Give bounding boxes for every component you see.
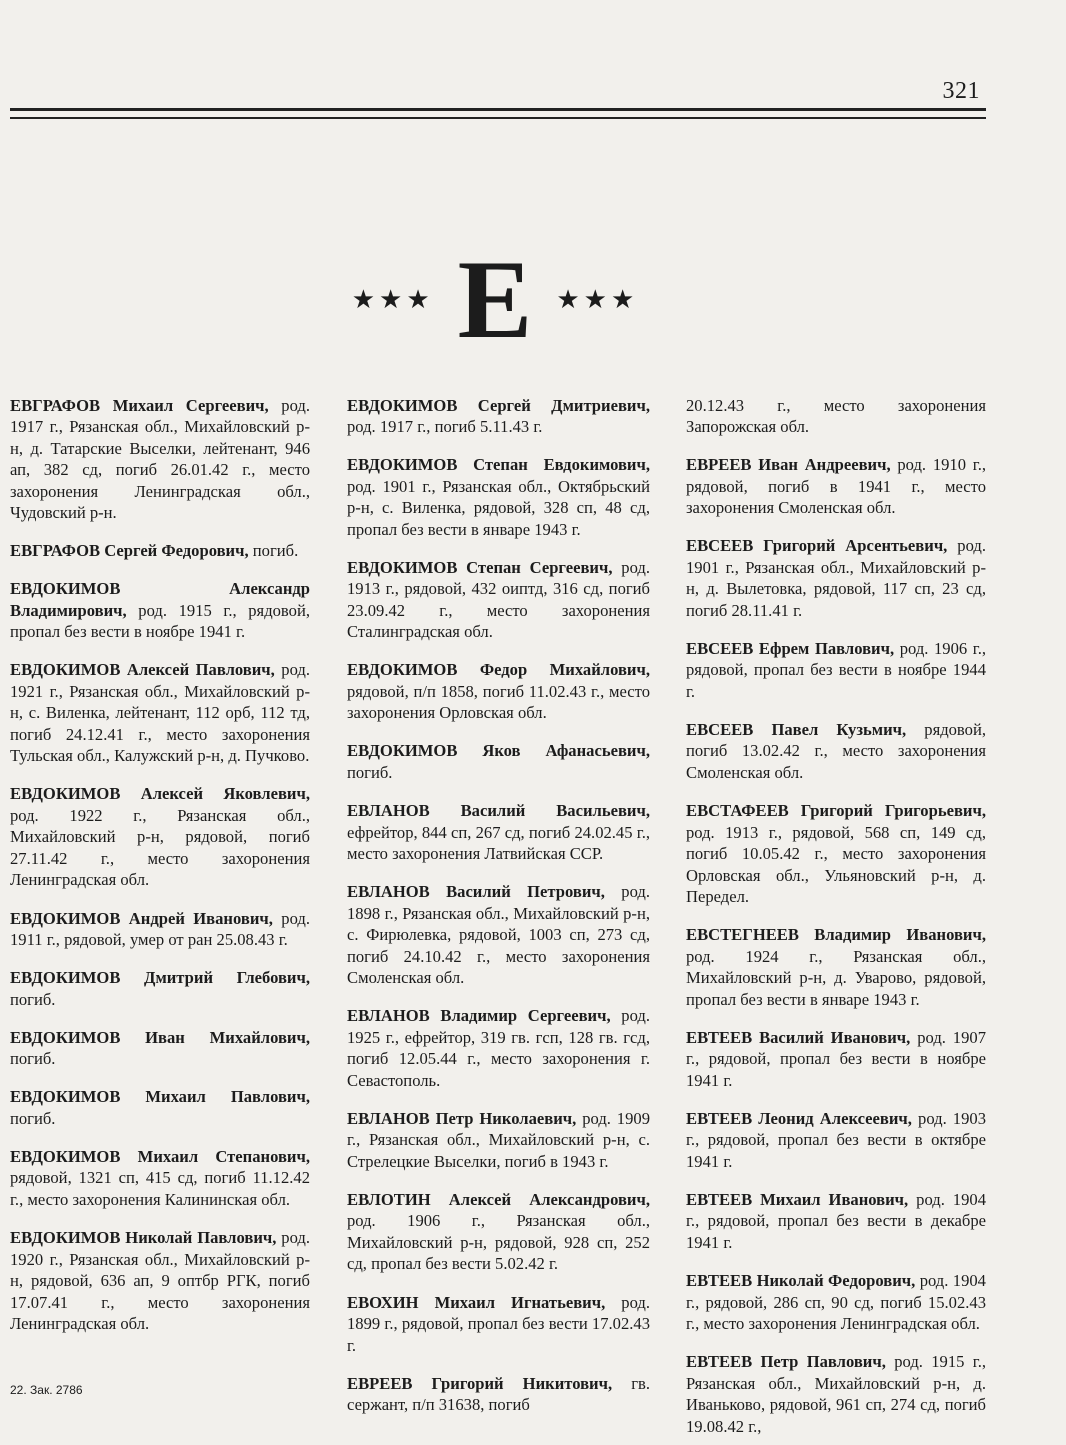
entry	[10, 1086, 310, 1129]
entry-text: род. 1917 г., Рязанская обл., Михайловский р-н, д. Татарские Выселки, лейтенант, 946 ап, 382 сд, погиб 26.01.42 г., место захоронения Ленинградская обл., Чудовский р-н.	[10, 395, 310, 523]
entry-name: ЕВДОКИМОВ Степан Сергеевич,	[347, 557, 613, 577]
entry	[686, 1270, 986, 1335]
entry-name: ЕВДОКИМОВ Андрей Иванович,	[10, 908, 273, 928]
entry-name: ЕВДОКИМОВ Михаил Степанович,	[10, 1146, 310, 1166]
entry-text: род. 1922 г., Рязанская обл., Михайловский р-н, рядовой, погиб 27.11.42 г., место захоронения Ленинградская обл.	[10, 805, 310, 890]
entry-text: род. 1904 г., рядовой, 286 сп, 90 сд, погиб 15.02.43 г., место захоронения Ленинградская обл.	[686, 1271, 986, 1334]
column-2	[347, 378, 650, 1424]
entry-name: ЕВСЕЕВ Ефрем Павлович,	[686, 638, 895, 658]
entry-name: ЕВДОКИМОВ Степан Евдокимович,	[347, 455, 650, 475]
entry-name: ЕВРЕЕВ Иван Андреевич,	[686, 455, 891, 475]
entry-text: род. 1913 г., рядовой, 432 оиптд, 316 сд, погиб 23.09.42 г., место захоронения Сталинградская обл.	[347, 557, 650, 642]
entry-text: род. 1909 г., Рязанская обл., Михайловский р-н, с. Стрелецкие Выселки, погиб в 1943 г.	[347, 1108, 650, 1171]
stars-left: ★★★	[351, 285, 434, 314]
entry-text: род. 1913 г., рядовой, 568 сп, 149 сд, погиб 10.05.42 г., место захоронения Орловская обл., Ульяновский р-н, д. Передел.	[686, 822, 986, 907]
entry-text: род. 1920 г., Рязанская обл., Михайловский р-н, рядовой, 636 ап, 9 оптбр РГК, погиб 17.07.41 г., место захоронения Ленинградская обл.	[10, 1228, 310, 1334]
stars-right: ★★★	[556, 285, 639, 314]
entry-name: ЕВТЕЕВ Леонид Алексеевич,	[686, 1108, 912, 1128]
entry-name: ЕВГРАФОВ Михаил Сергеевич,	[10, 395, 269, 415]
entry	[10, 1146, 310, 1211]
entry	[10, 1227, 310, 1335]
entry	[10, 540, 310, 562]
entry	[686, 1189, 986, 1254]
entry	[347, 1373, 650, 1416]
entry	[686, 1108, 986, 1173]
entry	[686, 535, 986, 621]
entry-name: ЕВДОКИМОВ Дмитрий Глебович,	[10, 968, 310, 988]
entry	[347, 881, 650, 989]
entry	[686, 638, 986, 703]
entry-name: ЕВРЕЕВ Григорий Никитович,	[347, 1373, 613, 1393]
entry	[686, 395, 986, 438]
entry-text: род. 1906 г., Рязанская обл., Михайловский р-н, рядовой, 928 сп, 252 сд, пропал без вести 5.02.42 г.	[347, 1211, 650, 1274]
entry-name: ЕВЛАНОВ Петр Николаевич,	[347, 1108, 577, 1128]
entry-text: род. 1904 г., рядовой, пропал без вести в декабре 1941 г.	[686, 1189, 986, 1252]
entry-name: ЕВДОКИМОВ Алексей Павлович,	[10, 660, 275, 680]
entry	[347, 1005, 650, 1091]
entry	[347, 1189, 650, 1275]
entry-name: ЕВЛОТИН Алексей Александрович,	[347, 1189, 650, 1209]
page-number: 321	[942, 78, 980, 104]
entry-name: ЕВСЕЕВ Павел Кузьмич,	[686, 719, 907, 739]
entry-text: род. 1901 г., Рязанская обл., Октябрьский р-н, с. Виленка, рядовой, 328 сп, 48 сд, пропал без вести в январе 1943 г.	[347, 476, 650, 539]
entry-text: гв. сержант, п/п 31638, погиб	[347, 1373, 650, 1415]
entry-text: род. 1925 г., ефрейтор, 319 гв. гсп, 128 гв. гсд, погиб 12.05.44 г., место захоронения г. Севастополь.	[347, 1006, 650, 1090]
entry-name: ЕВДОКИМОВ Сергей Дмитриевич,	[347, 395, 650, 415]
entry-text: погиб.	[10, 989, 56, 1009]
entry	[347, 454, 650, 540]
entry-name: ЕВТЕЕВ Николай Федорович,	[686, 1271, 916, 1291]
entry-text: рядовой, погиб 13.02.42 г., место захоронения Смоленская обл.	[686, 719, 986, 782]
entry	[347, 740, 650, 783]
entry	[686, 924, 986, 1010]
entry-name: ЕВТЕЕВ Михаил Иванович,	[686, 1189, 909, 1209]
entry	[686, 1027, 986, 1092]
entry-text: род. 1924 г., Рязанская обл., Михайловский р-н, д. Уварово, рядовой, пропал без вести в январе 1943 г.	[686, 946, 986, 1009]
entry-name: ЕВЛАНОВ Василий Петрович,	[347, 882, 605, 902]
entry-text: род. 1899 г., рядовой, пропал без вести 17.02.43 г.	[347, 1292, 650, 1355]
entry-text: род. 1921 г., Рязанская обл., Михайловский р-н, с. Виленка, лейтенант, 112 орб, 112 тд, погиб 24.12.41 г., место захоронения Тульская обл., Калужский р-н, д. Пучково.	[10, 660, 310, 766]
entry	[347, 395, 650, 438]
print-mark: 22. Зак. 2786	[10, 1383, 83, 1397]
entry	[347, 1108, 650, 1173]
entry-text: погиб.	[252, 541, 299, 561]
section-letter: Е	[457, 238, 533, 362]
entry-text: род. 1898 г., Рязанская обл., Михайловский р-н, с. Фирюлевка, рядовой, 1003 сп, 273 сд, погиб 24.10.42 г., место захоронения Смоленская обл.	[347, 882, 650, 988]
entry-name: ЕВОХИН Михаил Игнатьевич,	[347, 1292, 606, 1312]
entry-name: ЕВТЕЕВ Петр Павлович,	[686, 1352, 886, 1372]
entry-text: род. 1915 г., Рязанская обл., Михайловский р-н, д. Иваньково, рядовой, 961 сп, 274 сд, погиб 19.08.42 г.,	[686, 1352, 987, 1436]
entry-text: род. 1911 г., рядовой, умер от ран 25.08.43 г.	[10, 908, 310, 950]
column-3	[686, 378, 986, 1445]
entry-text: рядовой, 1321 сп, 415 сд, погиб 11.12.42 г., место захоронения Калининская обл.	[10, 1168, 310, 1209]
entry-text: род. 1917 г., погиб 5.11.43 г.	[347, 417, 543, 437]
entry-name: ЕВДОКИМОВ Федор Михайлович,	[347, 660, 650, 680]
entry-text: ефрейтор, 844 сп, 267 сд, погиб 24.02.45 г., место захоронения Латвийская ССР.	[347, 822, 650, 864]
entry-text: погиб.	[347, 762, 393, 782]
entry	[10, 967, 310, 1010]
entry	[686, 454, 986, 519]
entry	[347, 800, 650, 865]
entry-text: рядовой, п/п 1858, погиб 11.02.43 г., место захоронения Орловская обл.	[347, 681, 650, 723]
entry-text: погиб.	[10, 1108, 56, 1128]
entry-name: ЕВТЕЕВ Василий Иванович,	[686, 1027, 911, 1047]
entry	[10, 783, 310, 891]
entry-text: род. 1903 г., рядовой, пропал без вести в октябре 1941 г.	[686, 1108, 986, 1171]
entry	[347, 659, 650, 724]
entry	[10, 1027, 310, 1070]
entry	[10, 659, 310, 767]
entry-name: ЕВГРАФОВ Сергей Федорович,	[10, 541, 249, 561]
entry	[686, 719, 986, 784]
entry-text: род. 1906 г., рядовой, пропал без вести в ноябре 1944 г.	[686, 638, 986, 701]
entry-name: ЕВЛАНОВ Владимир Сергеевич,	[347, 1006, 611, 1026]
entry	[10, 578, 310, 643]
entry-name: ЕВСЕЕВ Григорий Арсентьевич,	[686, 536, 948, 556]
entry-text: род. 1910 г., рядовой, погиб в 1941 г., место захоронения Смоленская обл.	[686, 455, 986, 518]
entry-name: ЕВДОКИМОВ Александр Владимирович,	[10, 579, 310, 620]
column-1	[10, 378, 310, 1343]
entry-name: ЕВДОКИМОВ Алексей Яковлевич,	[10, 784, 310, 804]
entry-name: ЕВДОКИМОВ Яков Афанасьевич,	[347, 741, 650, 761]
entry-text: 20.12.43 г., место захоронения Запорожская обл.	[686, 395, 986, 437]
entry-name: ЕВЛАНОВ Василий Васильевич,	[347, 801, 650, 821]
entry	[686, 800, 986, 908]
entry-name: ЕВДОКИМОВ Михаил Павлович,	[10, 1087, 310, 1107]
section-title	[345, 238, 645, 362]
entry	[686, 1351, 986, 1437]
entry-text: род. 1907 г., рядовой, пропал без вести в ноябре 1941 г.	[686, 1027, 986, 1090]
entry-name: ЕВСТЕГНЕЕВ Владимир Иванович,	[686, 925, 986, 945]
entry	[10, 908, 310, 951]
entry-name: ЕВДОКИМОВ Николай Павлович,	[10, 1228, 277, 1248]
header-rule	[10, 108, 986, 119]
entry-text: погиб.	[10, 1049, 56, 1069]
entry	[347, 557, 650, 643]
entry-text: род. 1915 г., рядовой, пропал без вести в ноябре 1941 г.	[10, 600, 310, 642]
entry-text: род. 1901 г., Рязанская обл., Михайловский р-н, д. Вылетовка, рядовой, 117 сп, 23 сд, погиб 28.11.41 г.	[686, 536, 986, 620]
entry-name: ЕВДОКИМОВ Иван Михайлович,	[10, 1027, 310, 1047]
entry-name: ЕВСТАФЕЕВ Григорий Григорьевич,	[686, 801, 986, 821]
entry	[10, 395, 310, 524]
entry	[347, 1292, 650, 1357]
